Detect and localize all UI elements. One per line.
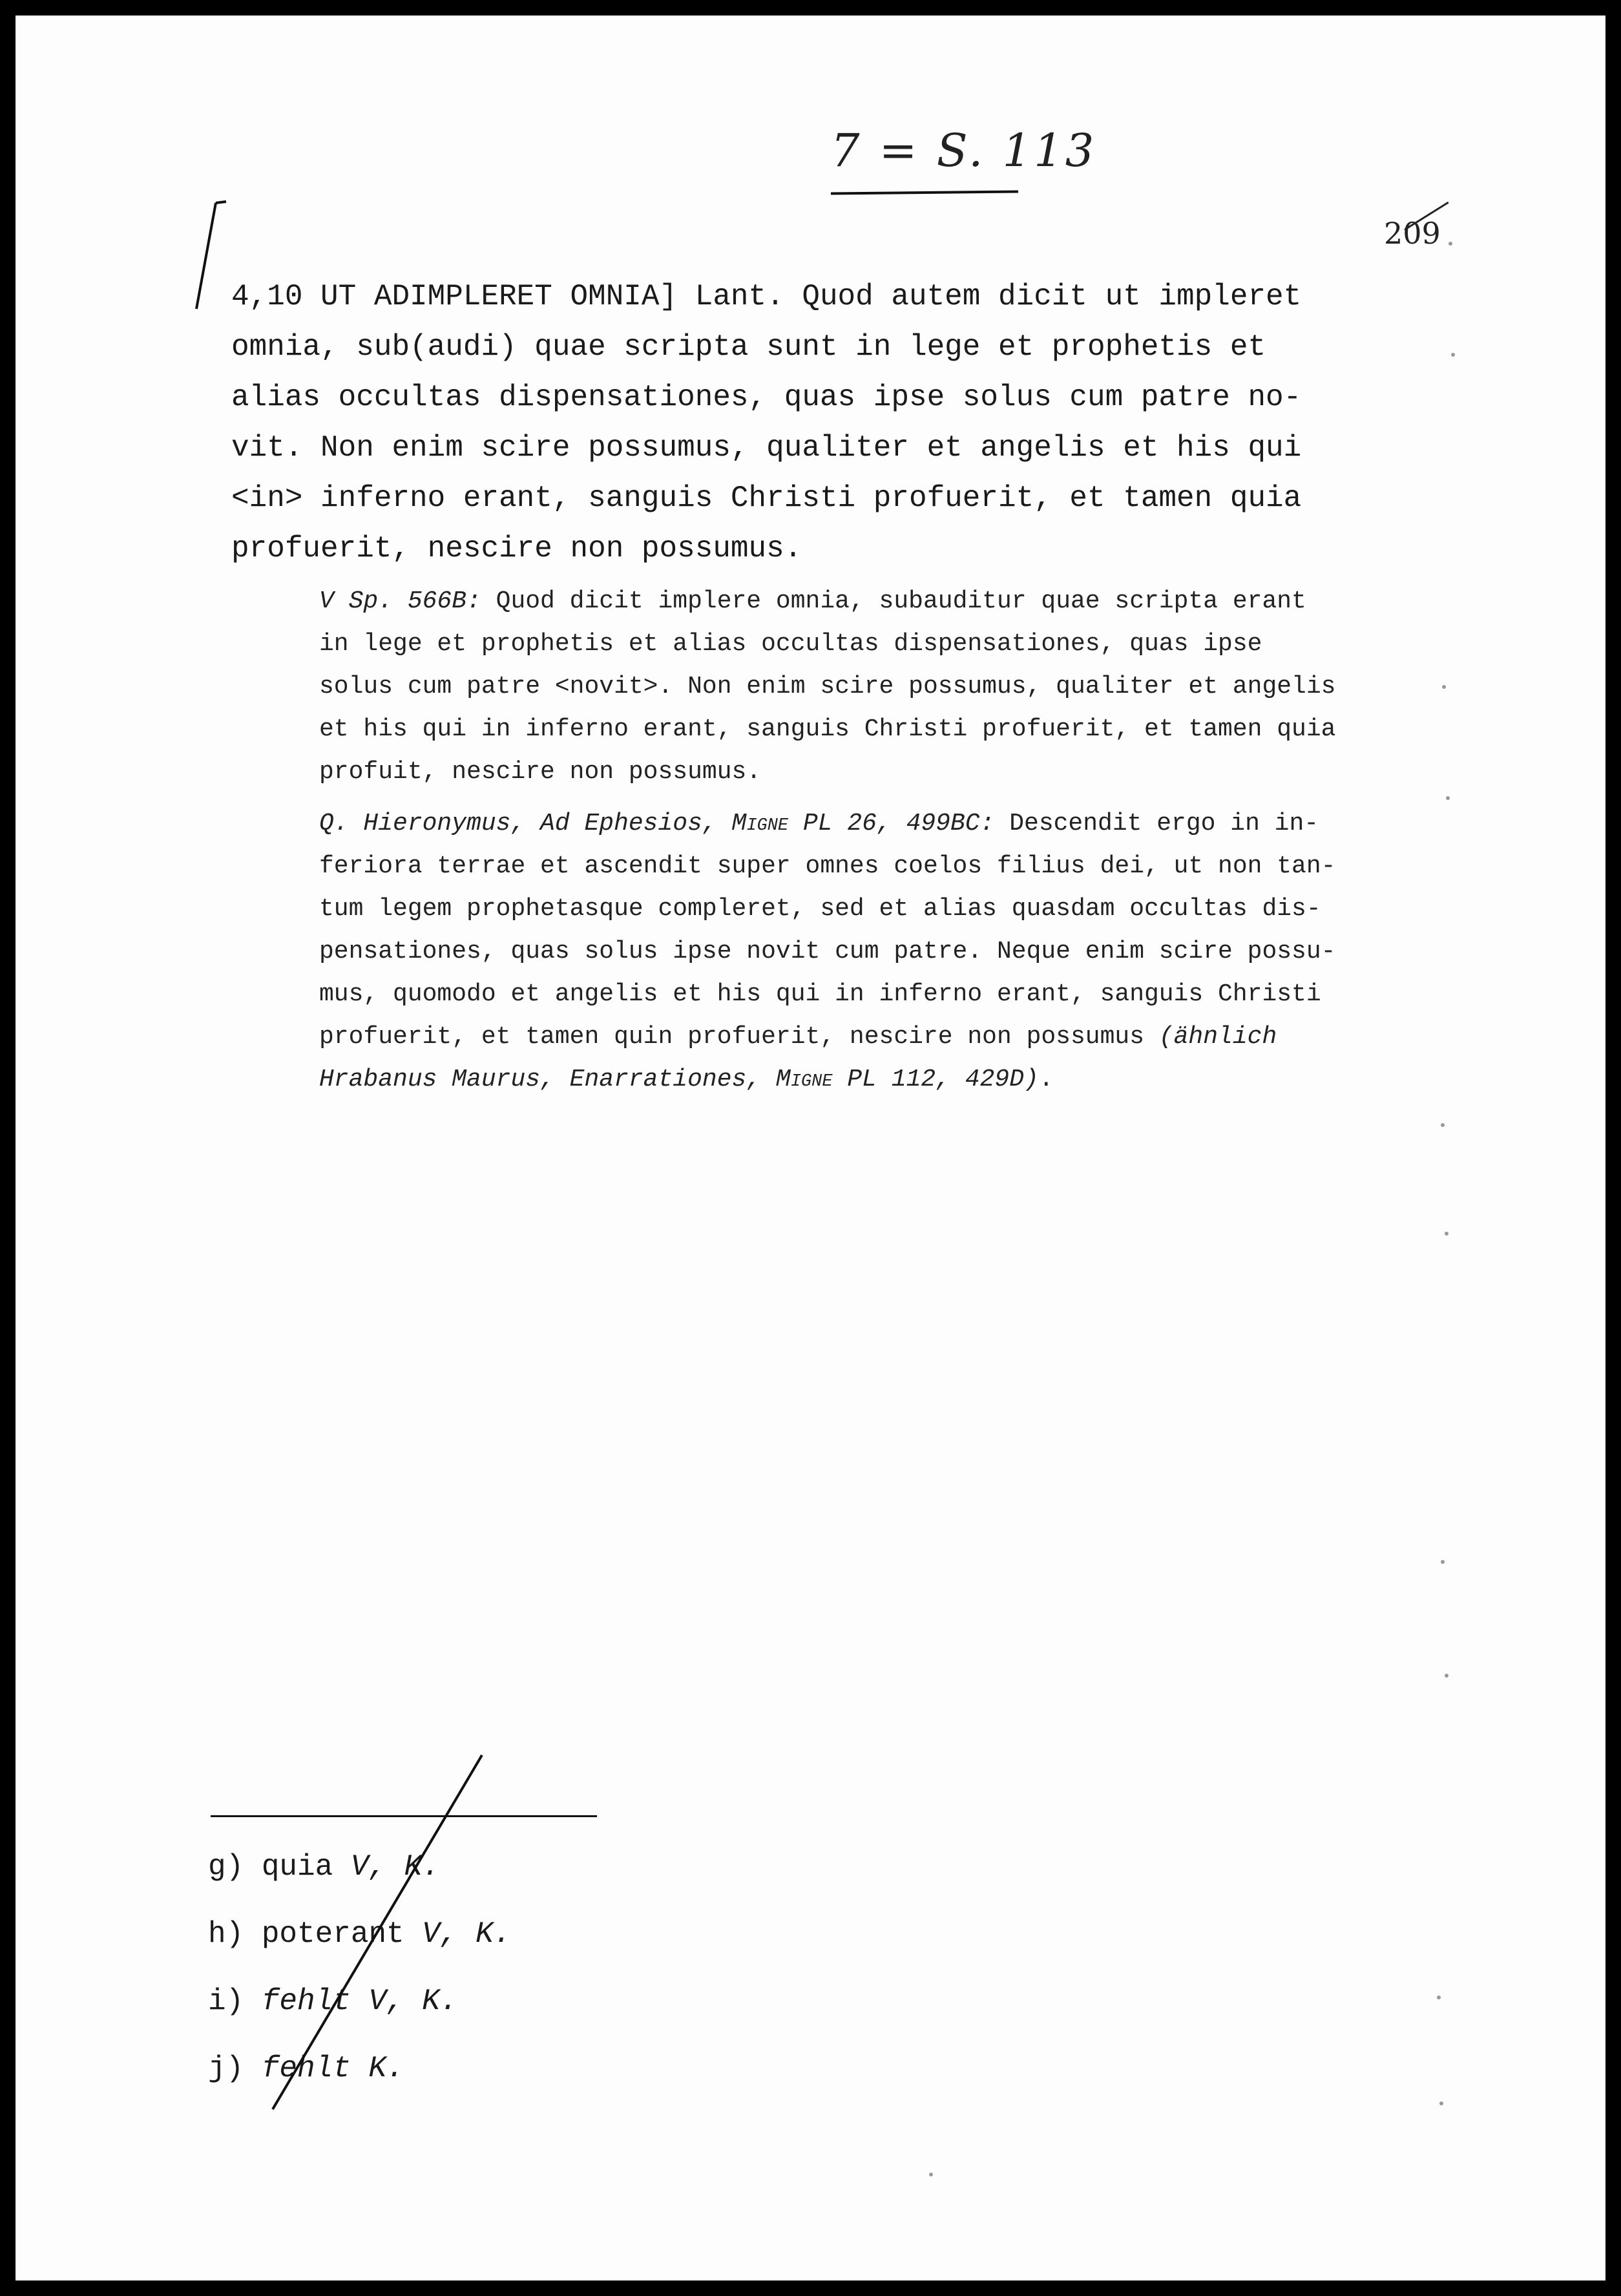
source-2-line-2: feriora terrae et ascendit super omnes coelos filius dei, ut non tan-: [319, 852, 1336, 880]
handwritten-strike-line: [16, 16, 1605, 2280]
source-2-line-7: Hrabanus Maurus, Enarrationes, Migne PL 112, 429D).: [319, 1066, 1054, 1093]
scan-speck: [929, 2173, 933, 2176]
scan-speck: [1441, 1560, 1445, 1564]
main-line-5: <in> inferno erant, sanguis Christi profuerit, et tamen quia: [231, 481, 1302, 515]
footnote-h: h) poterant V, K.: [208, 1917, 512, 1951]
scan-speck: [1445, 1674, 1448, 1678]
source-2-siglum: Q. Hieronymus, Ad Ephesios, Migne PL 26, 499BC:: [319, 810, 995, 837]
handwritten-reference: 7 = S. 113: [831, 124, 1097, 177]
footnote-g: g) quia V, K.: [208, 1850, 440, 1884]
footnote-j: j) fehlt K.: [208, 2052, 404, 2085]
scan-speck: [1451, 353, 1455, 357]
source-2-line-6: profuerit, et tamen quin profuerit, nescire non possumus (ähnlich: [319, 1023, 1277, 1051]
scan-speck: [1448, 242, 1452, 246]
scan-speck: [1445, 1232, 1448, 1236]
source-2-line-3: tum legem prophetasque compleret, sed et alias quasdam occultas dis-: [319, 895, 1321, 923]
scan-speck: [1446, 796, 1450, 800]
source-1-line-1: V Sp. 566B: Quod dicit implere omnia, subauditur quae scripta erant: [319, 587, 1306, 615]
main-line-6: profuerit, nescire non possumus.: [231, 532, 802, 565]
scan-speck: [1441, 1123, 1445, 1127]
source-2-line-5: mus, quomodo et angelis et his qui in inferno erant, sanguis Christi: [319, 980, 1321, 1008]
source-1-line-4: et his qui in inferno erant, sanguis Christi profuerit, et tamen quia: [319, 715, 1336, 743]
main-line-3: alias occultas dispensationes, quas ipse solus cum patre no-: [231, 381, 1302, 414]
main-line-1: 4,10 UT ADIMPLERET OMNIA] Lant. Quod autem dicit ut impleret: [231, 280, 1302, 313]
source-1-line-5: profuit, nescire non possumus.: [319, 758, 762, 786]
footnote-i: i) fehlt V, K.: [208, 1985, 458, 2018]
source-1-siglum: V Sp. 566B:: [319, 587, 481, 615]
source-1-line-2: in lege et prophetis et alias occultas dispensationes, quas ipse: [319, 630, 1262, 658]
scan-speck: [1439, 2101, 1443, 2105]
main-line-4: vit. Non enim scire possumus, qualiter et angelis et his qui: [231, 431, 1302, 465]
source-2-line-1: Q. Hieronymus, Ad Ephesios, Migne PL 26, 499BC: Descendit ergo in in-: [319, 810, 1319, 837]
scan-speck: [1442, 685, 1446, 689]
main-line-2: omnia, sub(audi) quae scripta sunt in lege et prophetis et: [231, 330, 1266, 364]
scan-speck: [1437, 1996, 1441, 1999]
page-number: 209: [1384, 216, 1441, 251]
source-2-line-4: pensationes, quas solus ipse novit cum patre. Neque enim scire possu-: [319, 938, 1336, 965]
source-1-line-3: solus cum patre <novit>. Non enim scire possumus, qualiter et angelis: [319, 673, 1336, 700]
